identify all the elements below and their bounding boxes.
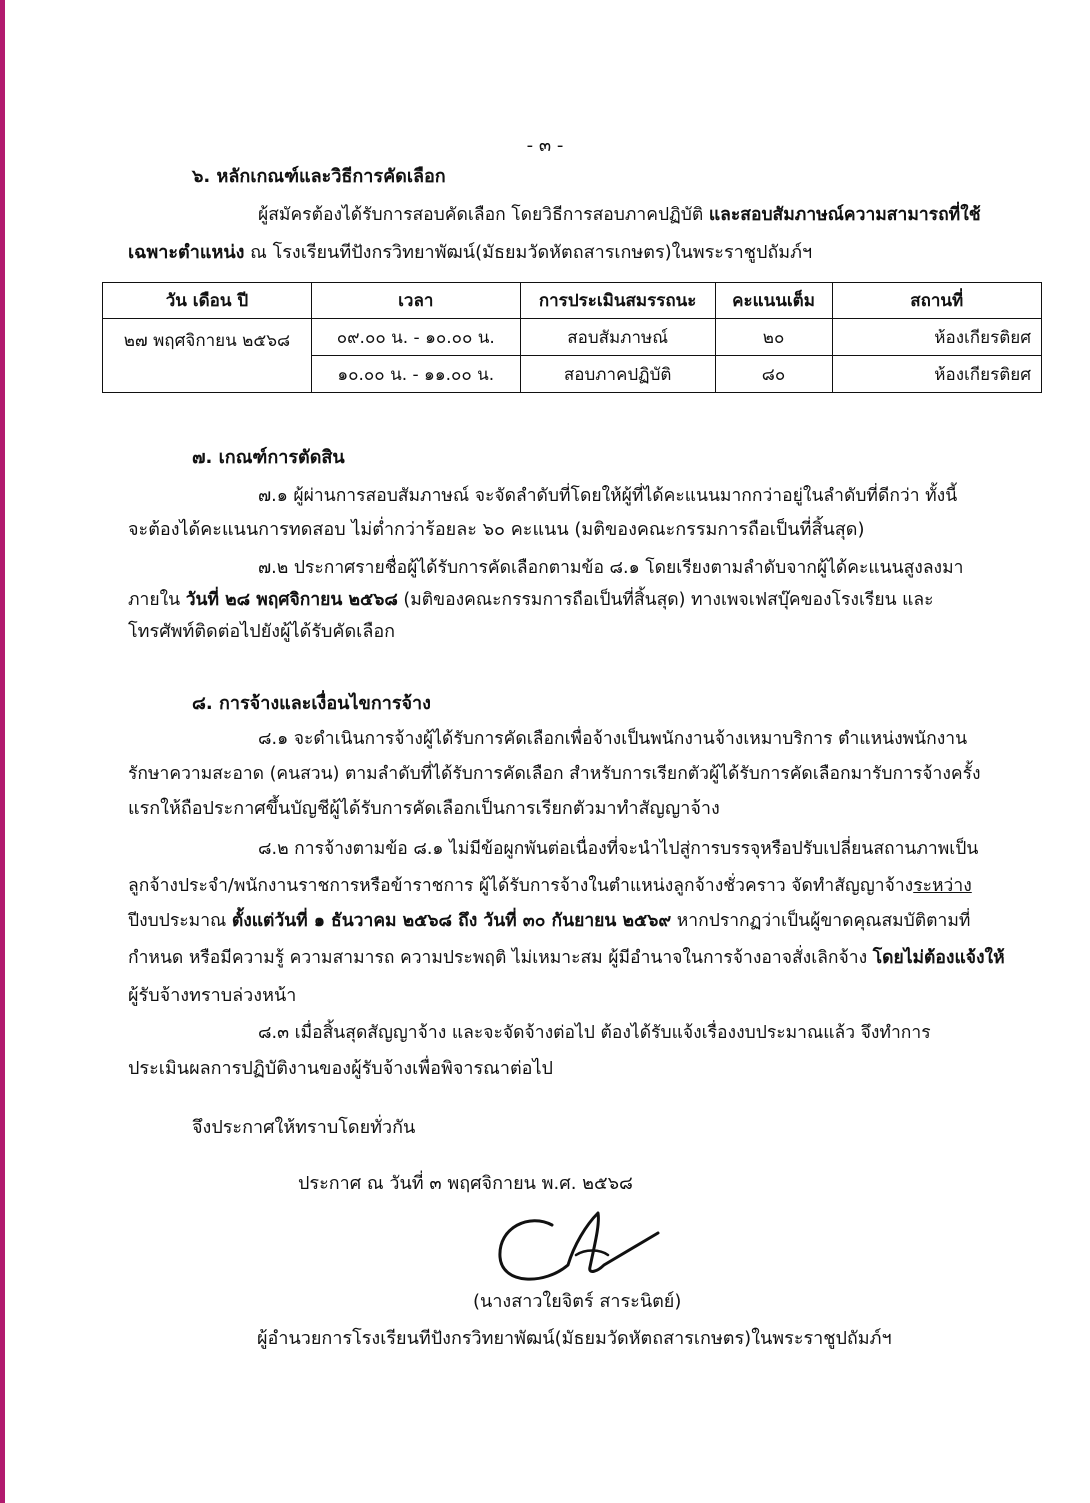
header-place: สถานที่: [832, 283, 1042, 319]
section-8-1-line-1: ๘.๑ จะดำเนินการจ้างผู้ได้รับการคัดเลือกเพื่อจ้างเป็นพนักงานจ้างเหมาบริการ ตำแหน่งพนักงาน: [258, 729, 968, 749]
section-6-text-2: ณ โรงเรียนทีปังกรวิทยาพัฒน์(มัธยมวัดหัตถสารเกษตร)ในพระราชูปถัมภ์ฯ: [244, 242, 813, 263]
section-8-2-text-4: กำหนด หรือมีความรู้ ความสามารถ ความประพฤติ ไม่เหมาะสม ผู้มีอำนาจในการจ้างอาจสั่งเลิกจ้าง: [128, 948, 873, 968]
no-notice-text: โดยไม่ต้องแจ้งให้: [872, 948, 1005, 968]
section-6-heading: ๖. หลักเกณฑ์และวิธีการคัดเลือก: [192, 166, 446, 187]
signer-title: ผู้อำนวยการโรงเรียนทีปังกรวิทยาพัฒน์(มัธยมวัดหัตถสารเกษตร)ในพระราชูปถัมภ์ฯ: [257, 1328, 892, 1349]
section-6-bold-text-2: เฉพาะตำแหน่ง: [128, 242, 245, 263]
cell-place: ห้องเกียรติยศ: [832, 356, 1042, 393]
section-7-line-2: จะต้องได้คะแนนการทดสอบ ไม่ต่ำกว่าร้อยละ ๖๐ คะแนน (มติของคณะกรรมการถือเป็นที่สิ้นสุด): [128, 519, 865, 540]
section-8-3-line-2: ประเมินผลการปฏิบัติงานของผู้รับจ้างเพื่อพิจารณาต่อไป: [128, 1058, 553, 1079]
announcement-date: วันที่ ๒๘ พฤศจิกายน ๒๕๖๘: [185, 590, 398, 610]
section-7-line-5: โทรศัพท์ติดต่อไปยังผู้ได้รับคัดเลือก: [128, 621, 396, 642]
closing-notice: จึงประกาศให้ทราบโดยทั่วกัน: [192, 1117, 416, 1138]
underlined-text: ระหว่าง: [913, 876, 972, 896]
header-assessment: การประเมินสมรรถนะ: [520, 283, 715, 319]
section-8-1-line-2: รักษาความสะอาด (คนสวน) ตามลำดับที่ได้รับการคัดเลือก สำหรับการเรียกตัวผู้ได้รับการคัดเลือกมารับการจ้างครั้ง: [128, 764, 981, 784]
section-8-2-line-4: [128, 946, 1005, 970]
page-edge-accent: [0, 0, 5, 1503]
section-8-2-text: ลูกจ้างประจำ/พนักงานราชการหรือข้าราชการ ผู้ได้รับการจ้างในตำแหน่งลูกจ้างชั่วคราว จัดทำสัญญาจ้าง: [128, 876, 914, 896]
cell-assessment: สอบสัมภาษณ์: [520, 319, 715, 356]
header-time: เวลา: [311, 283, 520, 319]
section-8-2-text-3: หากปรากฏว่าเป็นผู้ขาดคุณสมบัติตามที่: [671, 911, 971, 931]
section-6-text: ผู้สมัครต้องได้รับการสอบคัดเลือก โดยวิธีการสอบภาคปฏิบัติ: [258, 205, 709, 225]
section-6-paragraph-line-1: [258, 203, 981, 227]
announcement-date-line: ประกาศ ณ วันที่ ๓ พฤศจิกายน พ.ศ. ๒๕๖๘: [298, 1173, 633, 1194]
section-8-1-line-3: แรกให้ถือประกาศขึ้นบัญชีผู้ได้รับการคัดเลือกเป็นการเรียกตัวมาทำสัญญาจ้าง: [128, 798, 720, 819]
cell-assessment: สอบภาคปฏิบัติ: [520, 356, 715, 393]
section-6-bold-text: และสอบสัมภาษณ์ความสามารถที่ใช้: [708, 205, 981, 225]
signer-name: (นางสาวใยจิตร์ สาระนิตย์): [473, 1291, 682, 1312]
cell-time: ๐๙.๐๐ น. - ๑๐.๐๐ น.: [311, 319, 520, 356]
section-7-line-4: [128, 588, 934, 612]
page-number: - ๓ -: [526, 135, 564, 156]
section-7-line-3: ๗.๒ ประกาศรายชื่อผู้ได้รับการคัดเลือกตามข้อ ๘.๑ โดยเรียงตามลำดับจากผู้ได้คะแนนสูงลงมา: [258, 558, 964, 578]
section-8-3-line-1: ๘.๓ เมื่อสิ้นสุดสัญญาจ้าง และจะจัดจ้างต่อไป ต้องได้รับแจ้งเรื่องงบประมาณแล้ว จึงทำการ: [258, 1023, 931, 1043]
header-score: คะแนนเต็ม: [715, 283, 832, 319]
section-8-heading: ๘. การจ้างและเงื่อนไขการจ้าง: [192, 693, 431, 714]
contract-period: ตั้งแต่วันที่ ๑ ธันวาคม ๒๕๖๘ ถึง วันที่ ๓๐ กันยายน ๒๕๖๙: [231, 911, 672, 931]
cell-date: ๒๗ พฤศจิกายน ๒๕๖๘: [103, 319, 312, 393]
section-8-2-line-2: [128, 874, 972, 898]
table-header-row: [103, 283, 1042, 319]
section-6-paragraph-line-2: [128, 241, 812, 265]
cell-place: ห้องเกียรติยศ: [832, 319, 1042, 356]
section-8-2-line-1: ๘.๒ การจ้างตามข้อ ๘.๑ ไม่มีข้อผูกพันต่อเนื่องที่จะนำไปสู่การบรรจุหรือปรับเปลี่ยนสถานภาพเป็น: [258, 839, 979, 859]
table-row: [103, 319, 1042, 356]
section-8-2-line-5: ผู้รับจ้างทราบล่วงหน้า: [128, 985, 297, 1006]
section-8-2-text-2: ปีงบประมาณ: [128, 911, 232, 931]
signature: [490, 1205, 665, 1295]
cell-score: ๘๐: [715, 356, 832, 393]
schedule-table: [102, 282, 1042, 393]
cell-score: ๒๐: [715, 319, 832, 356]
section-7-text-2: (มติของคณะกรรมการถือเป็นที่สิ้นสุด) ทางเพจเฟสบุ๊คของโรงเรียน และ: [397, 590, 934, 610]
section-7-text: ภายใน: [128, 590, 186, 610]
section-7-line-1: ๗.๑ ผู้ผ่านการสอบสัมภาษณ์ จะจัดลำดับที่โดยให้ผู้ที่ได้คะแนนมากกว่าอยู่ในลำดับที่ดีกว่า ทั้งนี้: [258, 486, 958, 506]
section-7-heading: ๗. เกณฑ์การตัดสิน: [192, 447, 345, 468]
section-8-2-line-3: [128, 909, 970, 933]
cell-time: ๑๐.๐๐ น. - ๑๑.๐๐ น.: [311, 356, 520, 393]
header-date: วัน เดือน ปี: [103, 283, 312, 319]
